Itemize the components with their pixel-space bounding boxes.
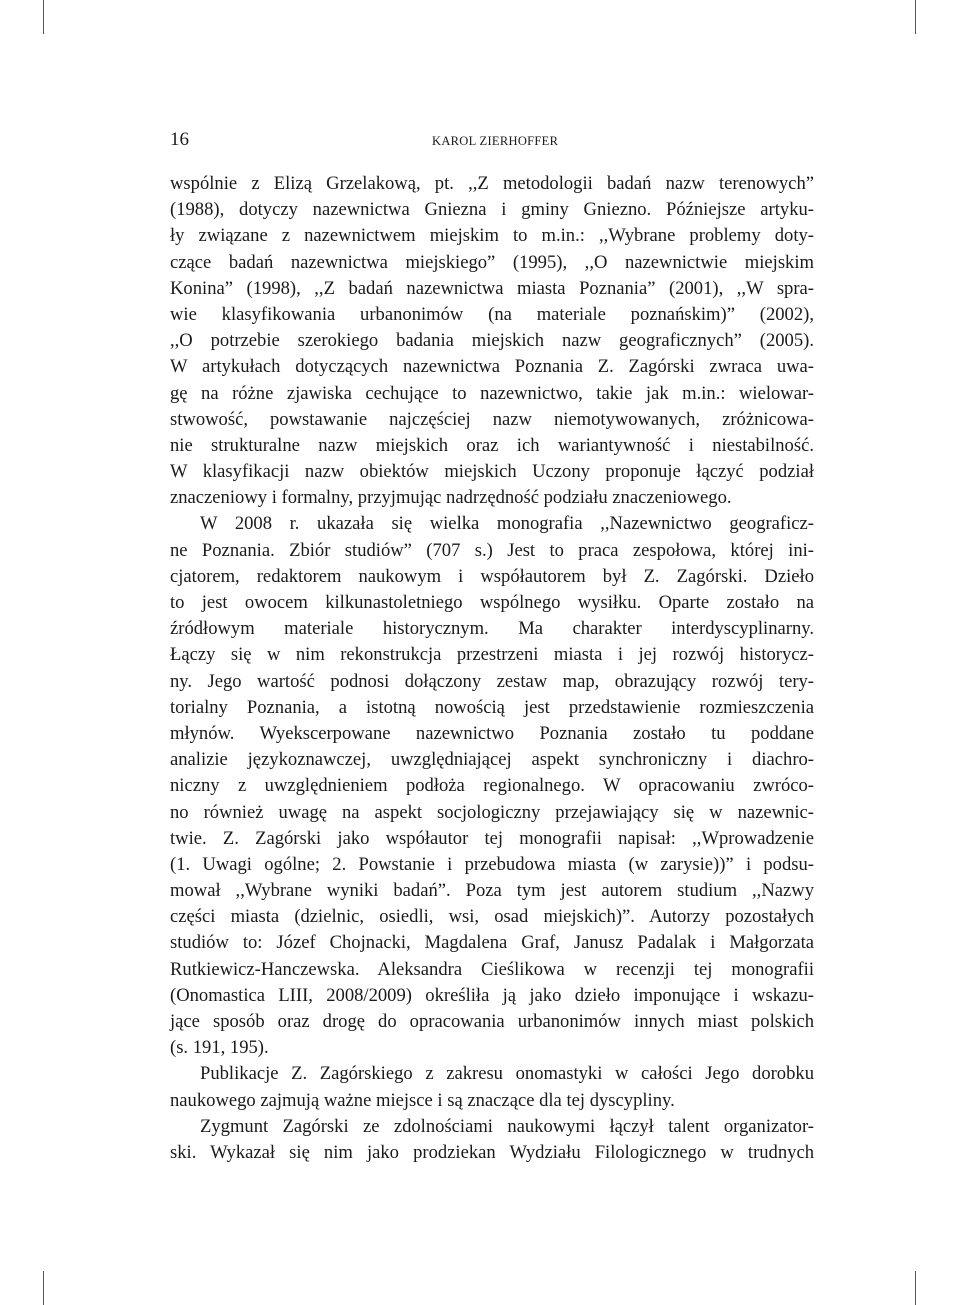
text-line: to jest owocem kilkunastoletniego wspólnego wysiłku. Oparte zostało na	[170, 592, 814, 613]
text-line: ły związane z nazewnictwem miejskim to m.in.: ,,Wybrane problemy doty-	[170, 225, 814, 247]
text-line: analizie językoznawczej, uwzględniającej aspekt synchroniczny i diachro-	[170, 749, 814, 771]
text-line: ski. Wykazał się nim jako prodziekan Wydziału Filologicznego w trudnych	[170, 1141, 814, 1163]
text-line: znaczeniowy i formalny, przyjmując nadrzędność podziału znaczeniowego.	[170, 487, 732, 509]
text-line: Rutkiewicz-Hanczewska. Aleksandra Cieślikowa w recenzji tej monografii	[170, 958, 814, 980]
crop-mark	[915, 1271, 916, 1305]
text-line: W klasyfikacji nazw obiektów miejskich Uczony proponuje łączyć podział	[170, 461, 814, 483]
text-line: W artykułach dotyczących nazewnictwa Poznania Z. Zagórski zwraca uwa-	[170, 356, 814, 378]
text-line: ny. Jego wartość podnosi dołączony zestaw map, obrazujący rozwój tery-	[170, 670, 814, 692]
body-text	[170, 171, 814, 1166]
text-line: studiów to: Józef Chojnacki, Magdalena Graf, Janusz Padalak i Małgorzata	[170, 932, 814, 954]
text-line: W 2008 r. ukazała się wielka monografia ,,Nazewnictwo geograficz-	[200, 513, 814, 535]
text-line: jące sposób oraz drogę do opracowania urbanonimów innych miast polskich	[170, 1011, 814, 1032]
text-line: Łączy się w nim rekonstrukcja przestrzeni miasta i jej rozwój historycz-	[170, 644, 814, 666]
text-line: nie strukturalne nazw miejskich oraz ich wariantywność i niestabilność.	[170, 434, 814, 456]
running-head: KAROL ZIERHOFFER	[432, 134, 559, 148]
page-number: 16	[170, 129, 189, 150]
text-line: źródłowym materiale historycznym. Ma charakter interdyscyplinarny.	[170, 618, 814, 640]
text-line: gę na różne zjawiska cechujące to nazewnictwo, takie jak m.in.: wielowar-	[170, 382, 814, 404]
text-line: (Onomastica LIII, 2008/2009) określiła ją jako dzieło imponujące i wskazu-	[170, 984, 814, 1006]
crop-mark	[915, 0, 916, 34]
text-line: wie klasyfikowania urbanonimów (na materiale poznańskim)” (2002),	[170, 303, 814, 325]
text-line: (s. 191, 195).	[170, 1037, 269, 1059]
text-line: (1. Uwagi ogólne; 2. Powstanie i przebudowa miasta (w zarysie))” i podsu-	[170, 853, 814, 875]
text-line: naukowego zajmują ważne miejsce i są znaczące dla tej dyscypliny.	[170, 1089, 675, 1111]
text-line: Konina” (1998), ,,Z badań nazewnictwa miasta Poznania” (2001), ,,W spra-	[170, 277, 814, 299]
text-line: torialny Poznania, a istotną nowością jest przedstawienie rozmieszczenia	[170, 696, 814, 718]
text-line: (1988), dotyczy nazewnictwa Gniezna i gminy Gniezno. Późniejsze artyku-	[170, 199, 814, 221]
page-header	[170, 128, 814, 154]
text-line: czące badań nazewnictwa miejskiego” (1995), ,,O nazewnictwie miejskim	[170, 251, 814, 273]
text-line: stwowość, powstawanie najczęściej nazw niemotywowanych, zróżnicowa-	[170, 408, 814, 430]
text-line: mował ,,Wybrane wyniki badań”. Poza tym jest autorem studium ,,Nazwy	[170, 880, 814, 902]
text-line: cjatorem, redaktorem naukowym i współautorem był Z. Zagórski. Dzieło	[170, 565, 814, 587]
text-line: Publikacje Z. Zagórskiego z zakresu onomastyki w całości Jego dorobku	[200, 1063, 814, 1085]
text-line: no również uwagę na aspekt socjologiczny przejawiający się w nazewnic-	[170, 801, 814, 823]
crop-mark	[43, 0, 44, 34]
text-line: ne Poznania. Zbiór studiów” (707 s.) Jest to praca zespołowa, której ini-	[170, 539, 814, 561]
text-line: młynów. Wyekscerpowane nazewnictwo Poznania zostało tu poddane	[170, 722, 814, 744]
text-line: Zygmunt Zagórski ze zdolnościami naukowymi łączył talent organizator-	[200, 1115, 814, 1137]
text-line: ,,O potrzebie szerokiego badania miejskich nazw geograficznych” (2005).	[170, 330, 814, 352]
crop-mark	[43, 1271, 44, 1305]
text-line: części miasta (dzielnic, osiedli, wsi, osad miejskich)”. Autorzy pozostałych	[170, 906, 814, 928]
text-line: twie. Z. Zagórski jako współautor tej monografii napisał: ,,Wprowadzenie	[170, 827, 814, 849]
text-line: niczny z uwzględnieniem podłoża regionalnego. W opracowaniu zwróco-	[170, 775, 814, 797]
text-line: wspólnie z Elizą Grzelakową, pt. ,,Z metodologii badań nazw terenowych”	[170, 173, 814, 194]
